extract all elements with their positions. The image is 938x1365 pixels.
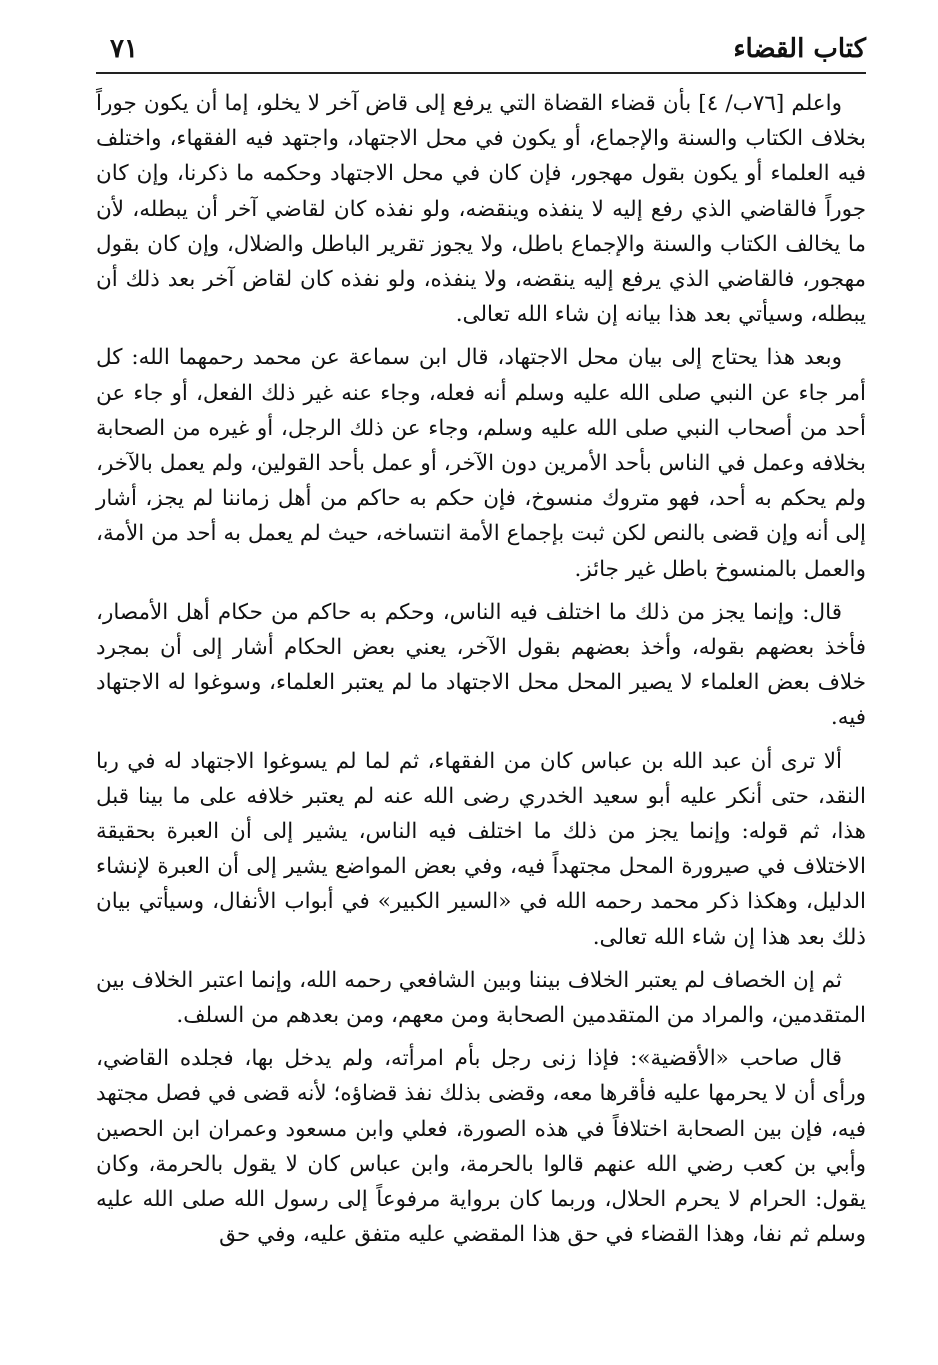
document-page xyxy=(96,28,866,1348)
paragraph: واعلم [٧٦ب/ ٤] بأن قضاء القضاة التي يرفع إلى قاض آخر لا يخلو، إما أن يكون جوراً بخلاف الكتاب والسنة والإجماع، أو يكون في محل الاجتهاد، واجتهد فيه الفقهاء، واختلف فيه العلماء أو يكون بقول مهجور، فإن كان في محل الاجتهاد وحكمه ما ذكرنا، وإن كان جوراً فالقاضي الذي رفع إليه لا ينفذه وينقضه، ولو نفذه كان لقاضي آخر أن يبطله، لأن ما يخالف الكتاب والسنة والإجماع باطل، ولا يجوز تقرير الباطل والضلال، وإن كان بقول مهجور، فالقاضي الذي يرفع إليه ينقضه، ولا ينفذه، ولو نفذه كان لقاض آخر بعد ذلك أن يبطله، وسيأتي بعد هذا بيانه إن شاء الله تعالى. xyxy=(96,91,866,328)
running-title: كتاب القضاء xyxy=(733,34,866,64)
paragraph: قال صاحب «الأقضية»: فإذا زنى رجل بأم امرأته، ولم يدخل بها، فجلده القاضي، ورأى أن لا يحرمها عليه فأقرها معه، وقضى بذلك نفذ قضاؤه؛ لأنه قضى في فصل مجتهد فيه، فإن بين الصحابة اختلافاً في هذه الصورة، فعلي وابن مسعود وعمران ابن الحصين وأبي بن كعب رضي الله عنهم قالوا بالحرمة، وابن عباس كان لا يقول بالحرمة، وكان يقول: الحرام لا يحرم الحلال، وربما كان برواية مرفوعاً إلى رسول الله صلى الله عليه وسلم ثم نفا، وهذا القضاء في حق هذا المقضي عليه متفق عليه، وفي حق xyxy=(96,1046,866,1248)
paragraph: وبعد هذا يحتاج إلى بيان محل الاجتهاد، قال ابن سماعة عن محمد رحمهما الله: كل أمر جاء عن النبي صلى الله عليه وسلم أنه فعله، وجاء عنه غير ذلك الفعل، أو جاء عن أحد من أصحاب النبي صلى الله عليه وسلم، وجاء عن ذلك الرجل، أو غيره من الصحابة بخلافه وعمل في الناس بأحد الأمرين دون الآخر، أو عمل بأحد القولين، ولم يعمل بالآخر، ولم يحكم به أحد، فهو متروك منسوخ، فإن حكم به حاكم من أهل زماننا لم يجز، أشار إلى أنه وإن قضى بالنص لكن ثبت بإجماع الأمة انتساخه، حيث لم يعمل به أحد من الأمة، والعمل بالمنسوخ باطل غير جائز. xyxy=(96,345,866,582)
page-body xyxy=(96,86,866,1253)
paragraph: قال: وإنما يجز من ذلك ما اختلف فيه الناس، وحكم به حاكم من حكام أهل الأمصار، فأخذ بعضهم بقوله، وأخذ بعضهم بقول الآخر، يعني بعض الحكام أشار إلى أن بمجرد خلاف بعض العلماء لا يصير المحل محل الاجتهاد ما لم يعتبر العلماء، وسوغوا له الاجتهاد فيه. xyxy=(96,599,866,731)
paragraph: ثم إن الخصاف لم يعتبر الخلاف بيننا وبين الشافعي رحمه الله، وإنما اعتبر الخلاف بين المتقدمين، والمراد من المتقدمين الصحابة ومن معهم، ومن بعدهم من السلف. xyxy=(96,967,866,1029)
paragraph: ألا ترى أن عبد الله بن عباس كان من الفقهاء، ثم لما لم يسوغوا الاجتهاد له في ربا النقد، حتى أنكر عليه أبو سعيد الخدري رضى الله عنه لم يعتبر خلافه على ما بينا قبل هذا، ثم قوله: وإنما يجز من ذلك ما اختلف فيه الناس، يشير إلى أن العبرة بحقيقة الاختلاف في صيرورة المحل مجتهداً فيه، وفي بعض المواضع يشير إلى أن العبرة لإنشاء الدليل، وهكذا ذكر محمد رحمه الله في «السير الكبير» في أبواب الأنفال، وسيأتي بيان ذلك بعد هذا إن شاء الله تعالى. xyxy=(96,748,866,950)
page-header xyxy=(96,28,866,74)
page-number: ٧١ xyxy=(110,34,138,64)
